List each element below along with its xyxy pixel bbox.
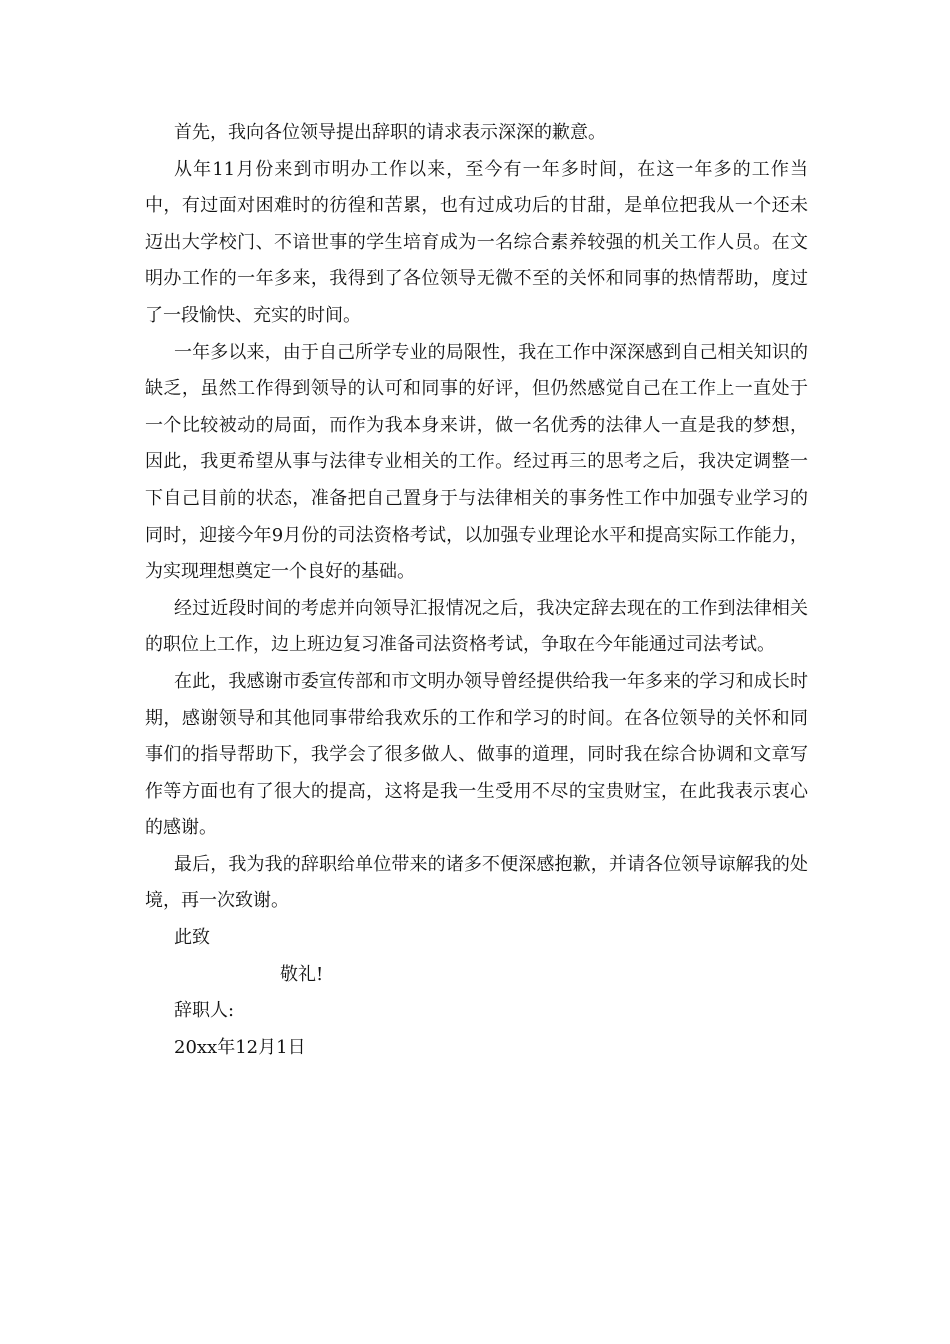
letter-body xyxy=(145,115,808,1066)
salutation: 敬礼! xyxy=(280,963,324,985)
paragraph-work-history: 从年11月份来到市明办工作以来，至今有一年多时间，在这一年多的工作当中，有过面对困难时的彷徨和苦累，也有过成功后的甘甜，是单位把我从一个还未迈出大学校门、不谙世事的学生培育成为一名综合素养较强的机关工作人员。在文明办工作的一年多来，我得到了各位领导无微不至的关怀和同事的热情帮助，度过了一段愉快、充实的时间。 xyxy=(145,158,808,326)
paragraph-final: 最后，我为我的辞职给单位带来的诸多不便深感抱歉，并请各位领导谅解我的处境，再一次致谢。 xyxy=(145,853,808,912)
signature-label: 辞职人: xyxy=(174,1000,235,1022)
paragraph-gratitude: 在此，我感谢市委宣传部和市文明办领导曾经提供给我一年多来的学习和成长时期，感谢领导和其他同事带给我欢乐的工作和学习的时间。在各位领导的关怀和同事们的指导帮助下，我学会了很多做人、做事的道理，同时我在综合协调和文章写作等方面也有了很大的提高，这将是我一生受用不尽的宝贵财宝，在此我表示衷心的感谢。 xyxy=(145,670,808,839)
paragraph-reason: 一年多以来，由于自己所学专业的局限性，我在工作中深深感到自己相关知识的缺乏，虽然工作得到领导的认可和同事的好评，但仍然感觉自己在工作上一直处于一个比较被动的局面，而作为我本身来讲，做一名优秀的法律人一直是我的梦想，因此，我更希望从事与法律专业相关的工作。经过再三的思考之后，我决定调整一下自己目前的状态，准备把自己置身于与法律相关的事务性工作中加强专业学习的同时，迎接今年9月份的司法资格考试，以加强专业理论水平和提高实际工作能力，为实现理想奠定一个良好的基础。 xyxy=(145,341,808,583)
letter-date: 20xx年12月1日 xyxy=(174,1036,306,1058)
paragraph-apology: 首先，我向各位领导提出辞职的请求表示深深的歉意。 xyxy=(174,122,606,143)
closing-phrase: 此致 xyxy=(174,927,210,949)
paragraph-decision: 经过近段时间的考虑并向领导汇报情况之后，我决定辞去现在的工作到法律相关的职位上工作，边上班边复习准备司法资格考试，争取在今年能通过司法考试。 xyxy=(145,597,808,656)
